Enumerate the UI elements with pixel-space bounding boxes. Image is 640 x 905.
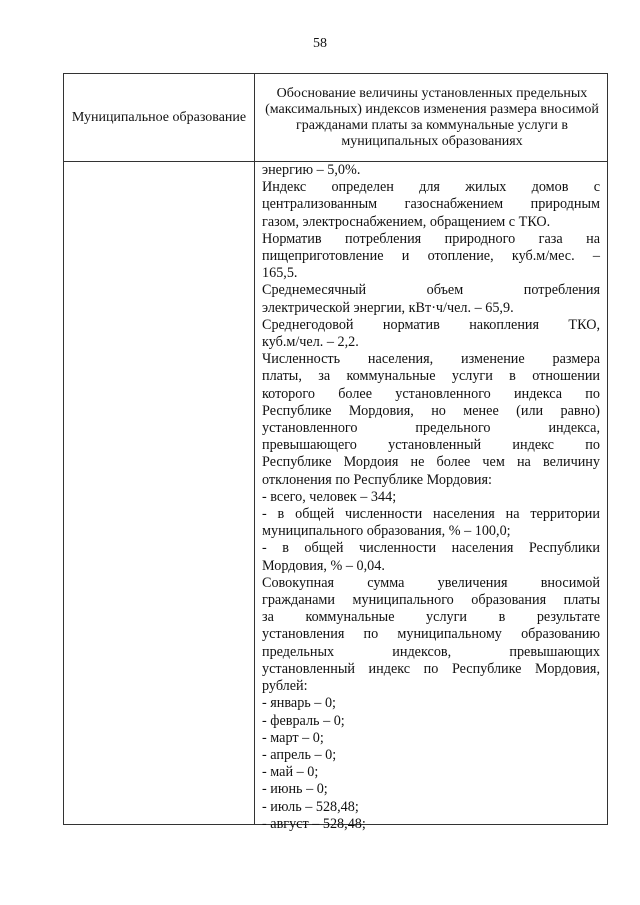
text-line: которого более установленного индекса по <box>262 385 600 402</box>
text-line: Численность населения, изменение размера <box>262 351 600 368</box>
text-line: гражданами муниципального образования платы <box>262 592 600 609</box>
text-line: предельных индексов, превышающих <box>262 643 600 660</box>
text-line: Среднемесячный объем потребления <box>262 282 600 299</box>
text-line: платы, за коммунальные услуги в отношении <box>262 368 600 385</box>
text-line: - всего, человек – 344; <box>262 488 397 505</box>
text-line: Совокупная сумма увеличения вносимой <box>262 574 600 591</box>
text-line: рублей: <box>262 678 308 695</box>
text-line: установленного предельного индекса, <box>262 420 600 437</box>
text-line: - март – 0; <box>262 729 324 746</box>
text-line: пищеприготовление и отопление, куб.м/мес. – <box>262 248 600 265</box>
document-table <box>63 73 608 832</box>
text-line: Индекс определен для жилых домов с <box>262 179 600 196</box>
text-line: установления по муниципальному образованию <box>262 626 600 643</box>
text-line: Мордовия, % – 0,04. <box>262 557 385 574</box>
header-justification: Обоснование величины установленных предельных (максимальных) индексов изменения размера вносимой гражданами платы за коммунальные услуги в муниципальных образованиях <box>265 85 599 149</box>
text-line: 165,5. <box>262 265 298 282</box>
justification-text <box>262 162 600 833</box>
text-line: муниципального образования, % – 100,0; <box>262 523 511 540</box>
text-line: - январь – 0; <box>262 695 336 712</box>
text-line: электрической энергии, кВт·ч/чел. – 65,9. <box>262 299 514 316</box>
text-line: отклонения по Республике Мордовия: <box>262 471 492 488</box>
text-line: - в общей численности населения на территории <box>262 506 600 523</box>
text-line: Среднегодовой норматив накопления ТКО, <box>262 316 600 333</box>
text-line: газом, электроснабжением, обращением с ТКО. <box>262 213 551 230</box>
header-municipality: Муниципальное образование <box>71 110 247 125</box>
text-line: Республике Мордоия не более чем на величину <box>262 454 600 471</box>
text-line: - апрель – 0; <box>262 746 337 763</box>
text-line: за коммунальные услуги в результате <box>262 609 600 626</box>
page-number: 58 <box>313 36 327 51</box>
text-line: превышающего установленный индекс по <box>262 437 600 454</box>
text-line: - февраль – 0; <box>262 712 345 729</box>
text-line: Норматив потребления природного газа на <box>262 230 600 247</box>
text-line: - в общей численности населения Республики <box>262 540 600 557</box>
text-line: - август – 528,48; <box>262 815 366 832</box>
text-line: - май – 0; <box>262 764 319 781</box>
text-line: централизованным газоснабжением природным <box>262 196 600 213</box>
text-line: - июль – 528,48; <box>262 798 359 815</box>
text-line: - июнь – 0; <box>262 781 328 798</box>
text-line: установленный индекс по Республике Мордовия, <box>262 660 600 677</box>
text-line: энергию – 5,0%. <box>262 162 361 178</box>
text-line: Республике Мордовия, но менее (или равно) <box>262 402 600 419</box>
column-divider <box>254 74 255 824</box>
text-line: куб.м/чел. – 2,2. <box>262 334 359 351</box>
